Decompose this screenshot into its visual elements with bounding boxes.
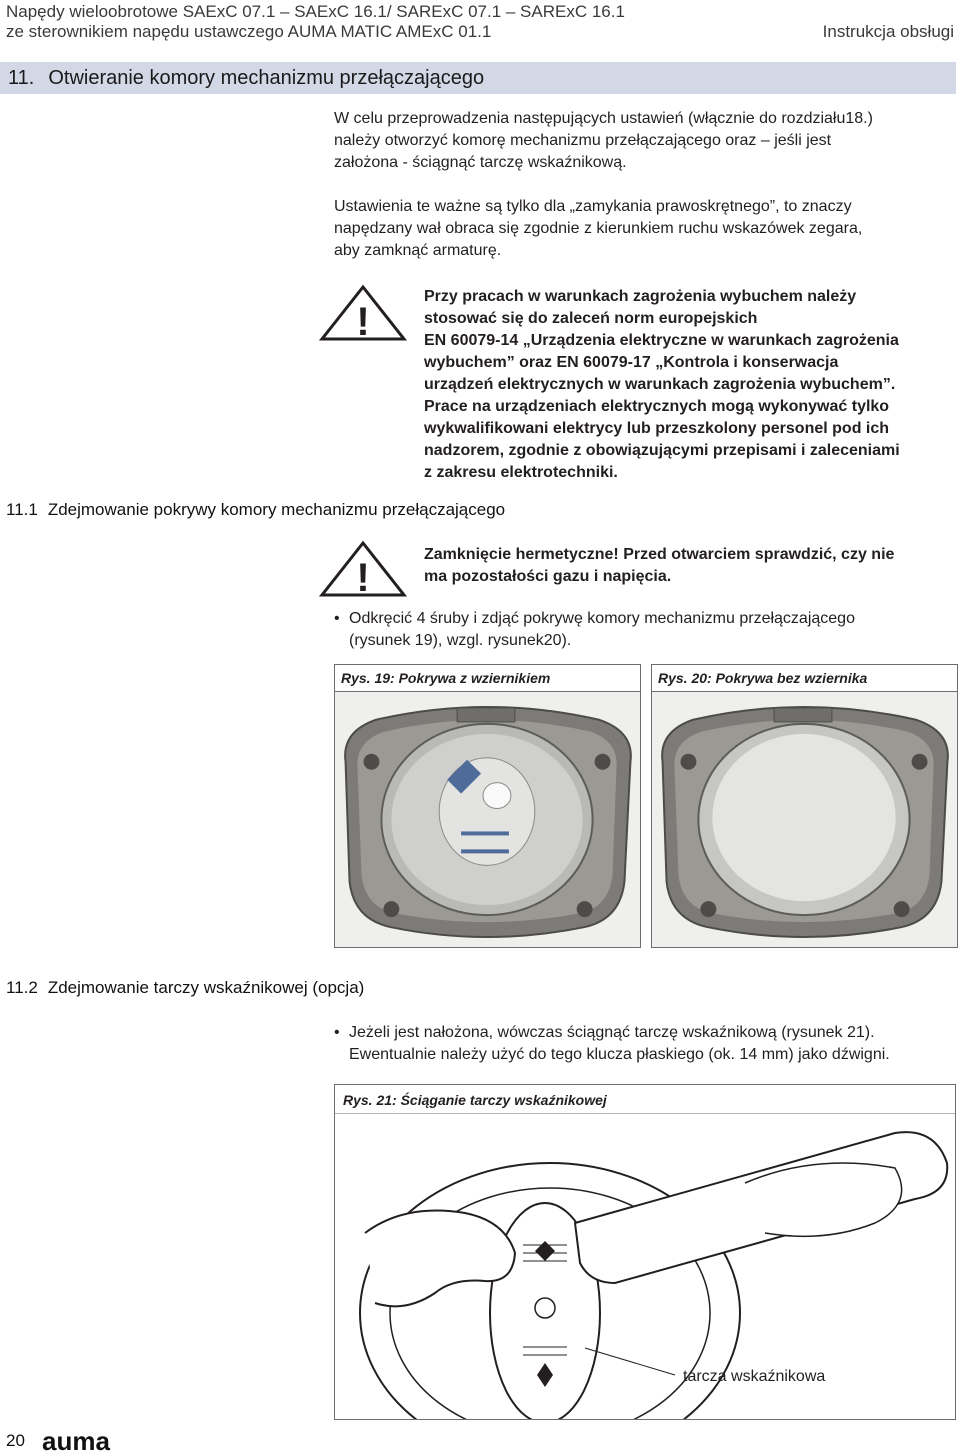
section-number: 11. xyxy=(8,67,35,89)
svg-text:auma: auma xyxy=(42,1429,110,1453)
indicator-disc-label: tarcza wskaźnikowa xyxy=(683,1368,826,1385)
bullet-line: (rysunek 19), wzgl. rysunek20). xyxy=(349,632,572,649)
cover-without-sight-glass-photo xyxy=(652,691,957,947)
svg-text:!: ! xyxy=(356,300,370,342)
intro-paragraph xyxy=(334,108,946,174)
indicator-disc-removal-drawing xyxy=(335,1113,955,1419)
warning-line: stosować się do zaleceń norm europejskich xyxy=(424,310,758,327)
warning-line: Przy pracach w warunkach zagrożenia wybuchem należy xyxy=(424,288,857,305)
bullet-line: Jeżeli jest nałożona, wówczas ściągnąć tarczę wskaźnikową (rysunek 21). xyxy=(349,1024,875,1041)
cover-with-sight-glass-photo xyxy=(335,691,640,947)
subsection-title: Zdejmowanie tarczy wskaźnikowej (opcja) xyxy=(47,978,365,997)
figure-20-caption: Rys. 20: Pokrywa bez wziernika xyxy=(658,670,868,686)
explosion-warning-text xyxy=(424,286,958,484)
section-heading-bar xyxy=(0,62,956,94)
bullet-text xyxy=(349,1022,954,1066)
warning-line: wykwalifikowani elektrycy lub przeszkolony personel pod ich xyxy=(424,420,890,437)
figure-21 xyxy=(334,1084,956,1420)
warning-line: z zakresu elektrotechniki. xyxy=(424,464,618,481)
figure-20 xyxy=(651,664,958,948)
auma-logo xyxy=(42,1429,132,1453)
subsection-heading-11-1 xyxy=(6,500,505,520)
header-title-line2: ze sterownikiem napędu ustawczego AUMA MATIC AMExC 01.1 xyxy=(6,22,492,41)
bullet-text xyxy=(349,608,954,652)
bullet-line: Ewentualnie należy użyć do tego klucza płaskiego (ok. 14 mm) jako dźwigni. xyxy=(349,1046,890,1063)
section-heading xyxy=(8,66,484,90)
section-title: Otwieranie komory mechanizmu przełączającego xyxy=(48,67,485,89)
intro-line: założona - ściągnąć tarczę wskaźnikową. xyxy=(334,154,627,171)
subsection-title: Zdejmowanie pokrywy komory mechanizmu przełączającego xyxy=(47,500,506,519)
warning-line: Zamknięcie hermetyczne! Przed otwarciem sprawdzić, czy nie xyxy=(424,546,895,563)
subsection-number: 11.1 xyxy=(6,500,38,519)
warning-triangle-icon xyxy=(318,284,408,342)
subsection-number: 11.2 xyxy=(6,978,38,997)
figure-19-caption: Rys. 19: Pokrywa z wziernikiem xyxy=(341,670,551,686)
instruction-bullet-remove-cover xyxy=(334,608,954,654)
instruction-bullet-remove-indicator xyxy=(334,1022,954,1068)
page-number: 20 xyxy=(6,1431,25,1450)
warning-line: ma pozostałości gazu i napięcia. xyxy=(424,568,672,585)
settings-note xyxy=(334,196,946,262)
bullet-icon: • xyxy=(334,610,340,627)
intro-line: W celu przeprowadzenia następujących ustawień (włącznie do rozdziału18.) xyxy=(334,110,873,127)
warning-line: Prace na urządzeniach elektrycznych mogą wykonywać tylko xyxy=(424,398,890,415)
warning-line: EN 60079-14 „Urządzenia elektryczne w warunkach zagrożenia xyxy=(424,332,899,349)
intro-line: należy otworzyć komorę mechanizmu przełączającego oraz – jeśli jest xyxy=(334,132,832,149)
warning-line: nadzorem, zgodnie z obowiązującymi przepisami i zaleceniami xyxy=(424,442,900,459)
figure-19 xyxy=(334,664,641,948)
warning-line: wybuchem” oraz EN 60079-17 „Kontrola i konserwacja xyxy=(424,354,839,371)
settings-note-line: napędzany wał obraca się zgodnie z kierunkiem ruchu wskazówek zegara, xyxy=(334,220,863,237)
hermetic-warning-text xyxy=(424,544,958,588)
warning-line: urządzeń elektrycznych w warunkach zagrożenia wybuchem”. xyxy=(424,376,896,393)
header-doc-type: Instrukcja obsługi xyxy=(822,22,954,41)
warning-triangle-icon xyxy=(318,540,408,598)
settings-note-line: Ustawienia te ważne są tylko dla „zamykania prawoskrętnego”, to znaczy xyxy=(334,198,852,215)
settings-note-line: aby zamknąć armaturę. xyxy=(334,242,502,259)
subsection-heading-11-2 xyxy=(6,978,364,998)
svg-text:!: ! xyxy=(356,556,370,598)
bullet-line: Odkręcić 4 śruby i zdjąć pokrywę komory mechanizmu przełączającego xyxy=(349,610,855,627)
figure-21-caption: Rys. 21: Ściąganie tarczy wskaźnikowej xyxy=(343,1092,607,1108)
bullet-icon: • xyxy=(334,1024,340,1041)
header-title-line1: Napędy wieloobrotowe SAExC 07.1 – SAExC 16.1/ SARExC 07.1 – SARExC 16.1 xyxy=(6,2,625,21)
